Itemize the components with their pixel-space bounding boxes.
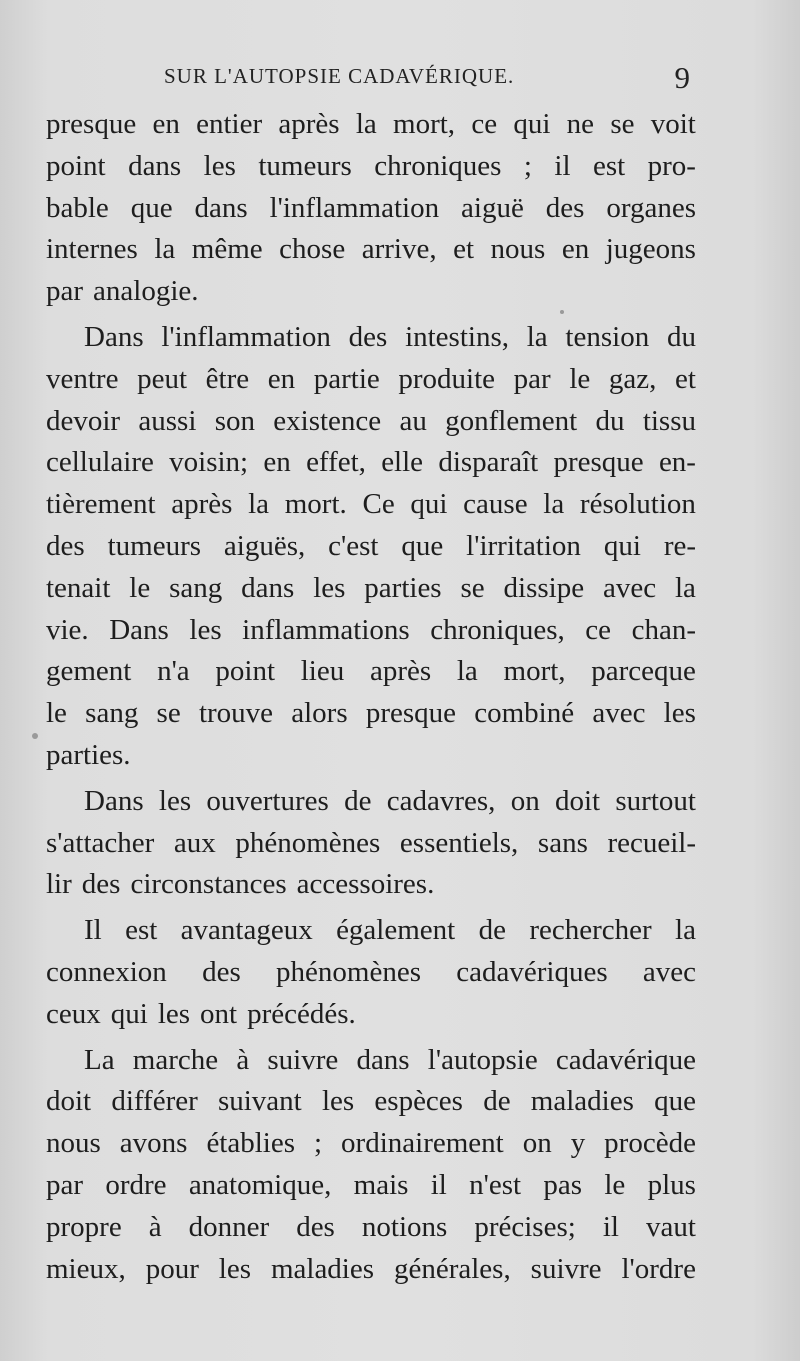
text-line: s'attacher aux phénomènes essentiels, sans recueil- — [46, 826, 696, 859]
text-line: cellulaire voisin; en effet, elle disparaît presque en- — [46, 446, 696, 479]
body-text — [46, 104, 696, 1294]
text-line: gement n'a point lieu après la mort, parceque — [46, 655, 696, 688]
text-line: tièrement après la mort. Ce qui cause la résolution — [46, 488, 696, 521]
text-line: bable que dans l'inflammation aiguë des organes — [46, 191, 696, 224]
paragraph — [46, 1040, 696, 1291]
text-line: parties. — [46, 738, 131, 771]
text-line: par ordre anatomique, mais il n'est pas le plus — [46, 1168, 696, 1201]
paragraph — [46, 910, 696, 1035]
text-line: des tumeurs aiguës, c'est que l'irritation qui re- — [46, 529, 696, 562]
text-line: le sang se trouve alors presque combiné avec les — [46, 697, 696, 730]
text-line: ceux qui les ont précédés. — [46, 997, 356, 1030]
text-line: mieux, pour les maladies générales, suivre l'ordre — [46, 1252, 696, 1285]
text-line: doit différer suivant les espèces de maladies que — [46, 1085, 696, 1118]
text-line: internes la même chose arrive, et nous en jugeons — [46, 233, 696, 266]
text-line: nous avons établies ; ordinairement on y procède — [46, 1127, 696, 1160]
paragraph — [46, 317, 696, 777]
text-line: par analogie. — [46, 275, 199, 308]
paper-speck — [32, 733, 38, 739]
paragraph — [46, 781, 696, 906]
paper-speck — [560, 310, 564, 314]
running-head — [46, 60, 696, 96]
paragraph — [46, 104, 696, 313]
text-line: tenait le sang dans les parties se dissipe avec la — [46, 571, 696, 604]
running-title: SUR L'AUTOPSIE CADAVÉRIQUE. — [164, 64, 515, 88]
text-line: propre à donner des notions précises; il vaut — [46, 1210, 696, 1243]
text-line: connexion des phénomènes cadavériques avec — [46, 955, 696, 988]
text-line: devoir aussi son existence au gonflement du tissu — [46, 404, 696, 437]
text-line: point dans les tumeurs chroniques ; il est pro- — [46, 149, 696, 182]
text-line: Dans l'inflammation des intestins, la tension du — [84, 320, 696, 353]
text-line: Dans les ouvertures de cadavres, on doit surtout — [84, 784, 696, 817]
page-number: 9 — [674, 60, 690, 95]
text-line: lir des circonstances accessoires. — [46, 868, 435, 901]
text-line: presque en entier après la mort, ce qui ne se voit — [46, 108, 696, 140]
text-line: vie. Dans les inflammations chroniques, ce chan- — [46, 613, 696, 646]
text-line: ventre peut être en partie produite par le gaz, et — [46, 362, 696, 395]
text-line: Il est avantageux également de rechercher la — [84, 914, 696, 947]
text-line: La marche à suivre dans l'autopsie cadavérique — [84, 1043, 696, 1076]
